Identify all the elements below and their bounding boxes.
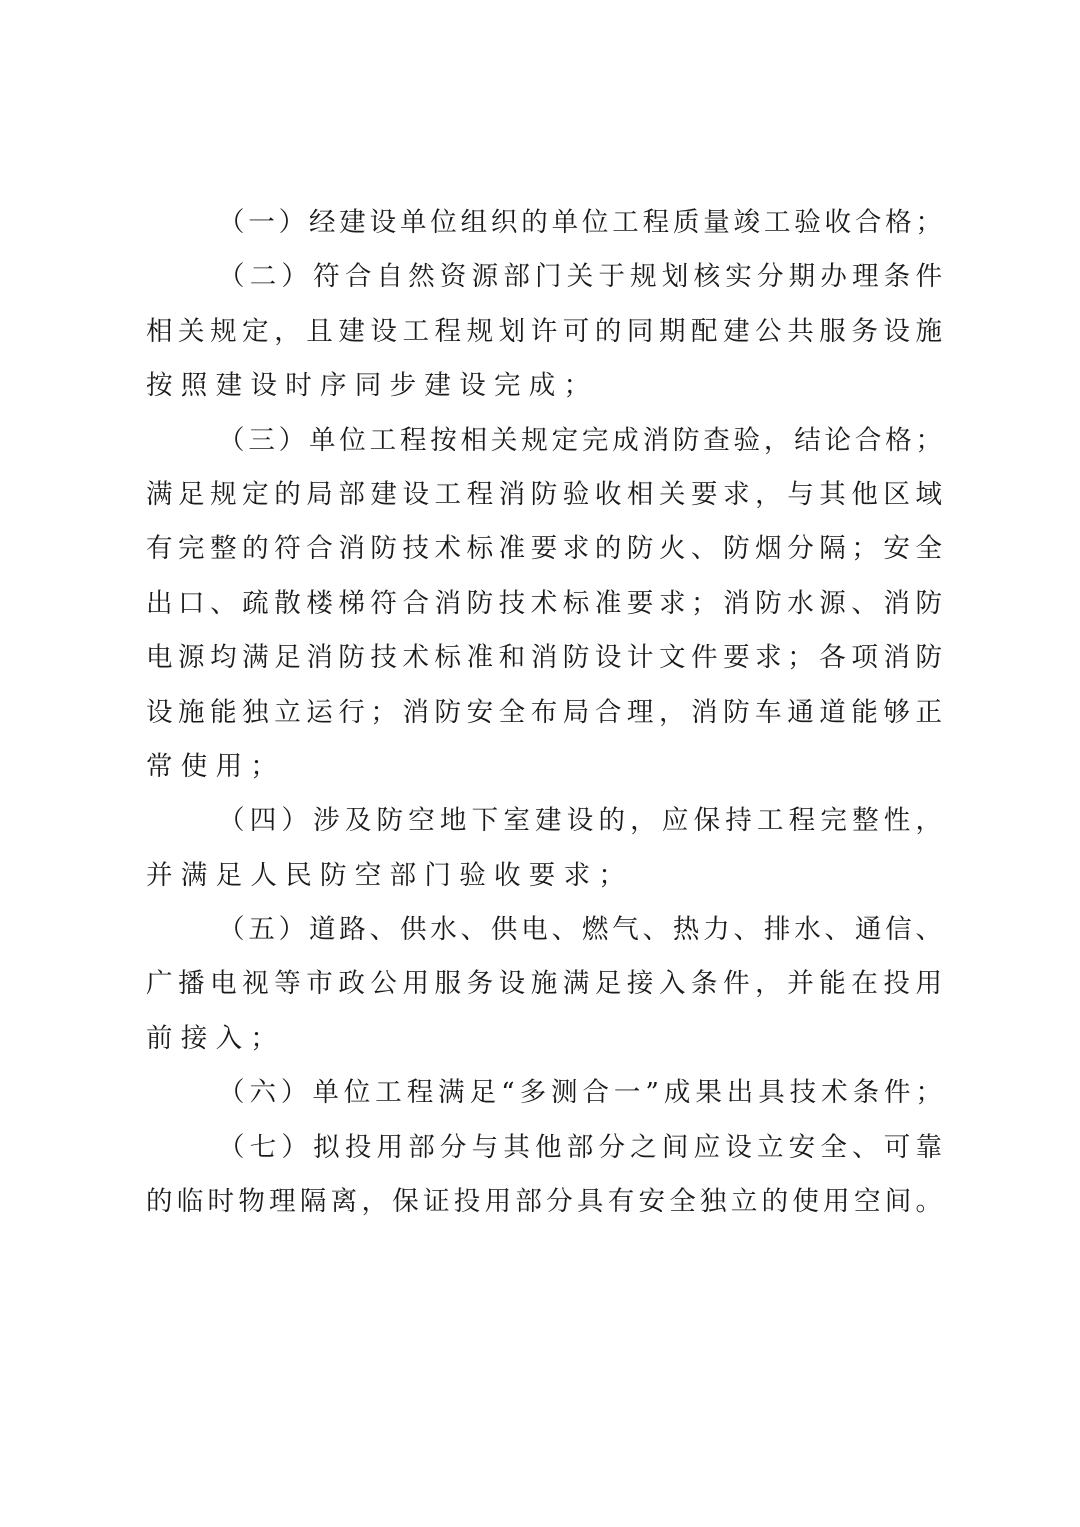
paragraph-7-line-2: 的临时物理隔离，保证投用部分具有安全独立的使用空间。 — [146, 1186, 942, 1218]
paragraph-2-line-3-text: 按照建设时序同步建设完成； — [146, 370, 599, 402]
paragraph-5-line-1: （五）道路、供水、供电、燃气、热力、排水、通信、 — [218, 914, 942, 946]
paragraph-5-line-3-text: 前接入； — [146, 1022, 286, 1054]
paragraph-3-line-2: 满足规定的局部建设工程消防验收相关要求，与其他区域 — [146, 478, 942, 510]
paragraph-3-line-6: 设施能独立运行；消防安全布局合理，消防车通道能够正 — [146, 696, 942, 728]
paragraph-2-line-2: 相关规定，且建设工程规划许可的同期配建公共服务设施 — [146, 315, 942, 347]
paragraph-3-line-5: 电源均满足消防技术标准和消防设计文件要求；各项消防 — [146, 642, 942, 674]
paragraph-5-line-3 — [146, 1012, 942, 1066]
document-body — [146, 196, 942, 1229]
paragraph-2-line-1: （二）符合自然资源部门关于规划核实分期办理条件 — [218, 261, 942, 293]
paragraph-4-line-1: （四）涉及防空地下室建设的，应保持工程完整性， — [218, 805, 942, 837]
paragraph-1-line-1: （一）经建设单位组织的单位工程质量竣工验收合格； — [218, 207, 942, 238]
paragraph-3-line-4: 出口、疏散楼梯符合消防技术标准要求；消防水源、消防 — [146, 587, 942, 619]
paragraph-7-line-1: （七）拟投用部分与其他部分之间应设立安全、可靠 — [218, 1131, 942, 1163]
paragraph-3-line-7-text: 常使用； — [146, 750, 286, 782]
paragraph-2-line-3 — [146, 359, 942, 413]
paragraph-4-line-2-text: 并满足人民防空部门验收要求； — [146, 859, 634, 891]
paragraph-3-line-1: （三）单位工程按相关规定完成消防查验，结论合格； — [218, 424, 942, 456]
paragraph-5-line-2: 广播电视等市政公用服务设施满足接入条件，并能在投用 — [146, 968, 942, 1000]
paragraph-3-line-3: 有完整的符合消防技术标准要求的防火、防烟分隔；安全 — [146, 533, 942, 565]
paragraph-4-line-2 — [146, 849, 942, 903]
paragraph-3-line-7 — [146, 740, 942, 794]
paragraph-6-line-1: （六）单位工程满足“多测合一”成果出具技术条件； — [218, 1077, 942, 1109]
